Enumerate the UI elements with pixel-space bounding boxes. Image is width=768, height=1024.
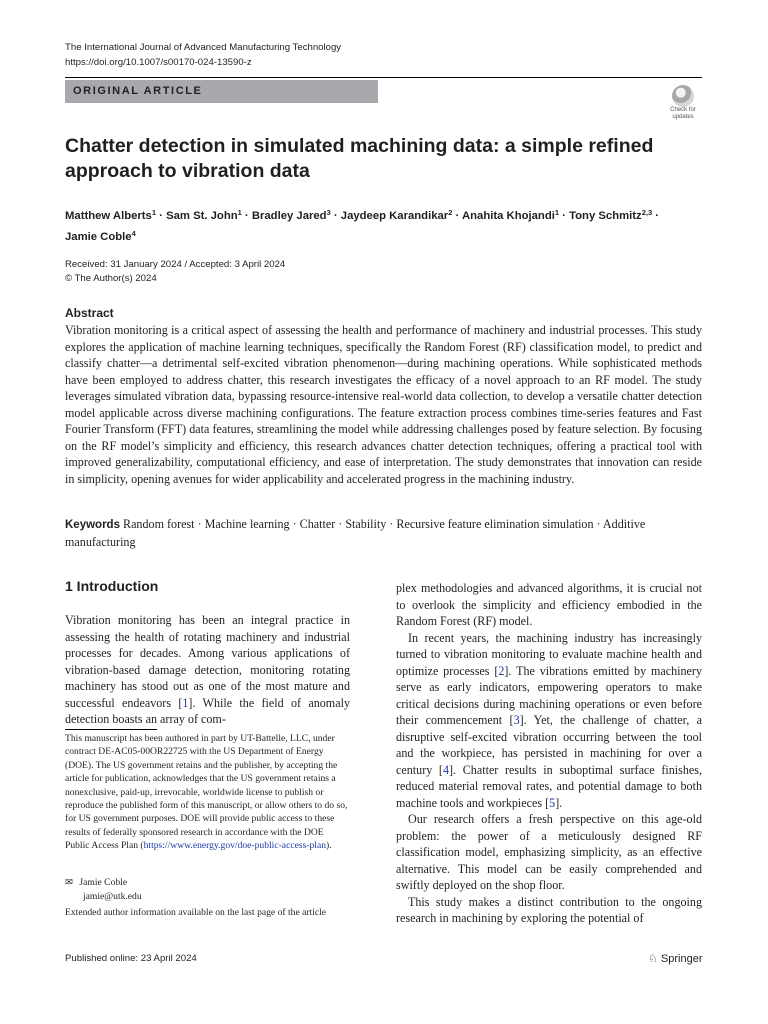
abstract-heading: Abstract — [65, 306, 114, 320]
citation-link[interactable]: 1 — [182, 695, 189, 710]
keywords — [65, 516, 702, 550]
author-name[interactable]: Bradley Jared — [251, 210, 327, 222]
publisher-logo — [648, 952, 703, 965]
keywords-label: Keywords — [65, 519, 120, 531]
received-accepted: Received: 31 January 2024 / Accepted: 3 April 2024 — [65, 259, 286, 270]
published-date: Published online: 23 April 2024 — [65, 953, 197, 964]
author-name[interactable]: Sam St. John — [166, 210, 238, 222]
copyright: © The Author(s) 2024 — [65, 273, 157, 284]
header-rule — [65, 77, 702, 78]
check-for-updates-badge[interactable] — [664, 84, 702, 124]
citation-link[interactable]: 2 — [498, 663, 505, 678]
author-affiliation: 2,3 — [641, 208, 653, 217]
body-paragraph: Our research offers a fresh perspective on this age-old problem: the power of a meticulously designed RF classification model, emphasizing simplicity, as an effective alternative. This model can be easily comprehended and swiftly deployed on the shop floor. — [396, 812, 702, 892]
right-column — [396, 580, 702, 927]
citation-link[interactable]: 3 — [513, 713, 520, 727]
citation-link[interactable]: 4 — [442, 762, 450, 777]
keywords-list: Random forest · Machine learning · Chatter · Stability · Recursive feature elimination simulation · Additive manufacturing — [65, 517, 646, 549]
author-list: Matthew Alberts$^1$ · Sam St. John$^1$ · Bradley Jared$^3$ · Jaydeep Karandikar$^2$ · Anahita Khojandi$^1$ · Tony Schmitz$^{2,3}$ · Jamie Coble$^4$ — [65, 208, 660, 243]
body-paragraph: Vibration monitoring has been an integral practice in assessing the health of rotating machinery and industrial processes for decades. Among various applications of vibration-based damage detection, monitoring rotating machinery has stood out as one of the most mature and successful endeavors [1]. While the field of anomaly detection boasts an array of com- — [65, 613, 350, 726]
body-paragraph: plex methodologies and advanced algorithms, it is crucial not to overlook the simplicity and efficiency embodied in the Random Forest (RF) model. — [396, 581, 702, 628]
abstract-text: Vibration monitoring is a critical aspect of assessing the health and performance of machinery and industrial processes. This study explores the application of machine learning techniques, specifically the Random Forest (RF) classification model, to predict and classify chatter—a detrimental self-excited vibration phenomenon—during machining operations. While sophisticated methods have been employed to address chatter, this research investigates the efficacy of a novel approach to an RF model. The study leverages simulated vibration data, bypassing resource-intensive real-world data collection, to develop a versatile chatter detection model applicable across diverse machining configurations. The feature extraction process combines time-series features and Fast Fourier Transform (FFT) data features, streamlining the model while addressing challenges posed by feature selection. By focusing on the RF model’s simplicity and efficiency, this research advances chatter detection techniques, offering a practical tool with improved generalizability, computational efficiency, and ease of interpretation. The study demonstrates that innovation can reside in simplicity, opening avenues for wider applicability and accelerated progress in the machining industry. — [65, 323, 702, 486]
badge-text-2: updates — [672, 114, 694, 120]
section-heading: 1 Introduction — [65, 578, 159, 594]
author-affiliation: 1 — [151, 208, 157, 217]
contact-email[interactable]: jamie@utk.edu — [83, 890, 142, 902]
springer-horse-icon: ♘ — [648, 953, 658, 965]
article-dates — [65, 258, 285, 286]
citation-link[interactable]: 5 — [549, 795, 556, 810]
footnote-link[interactable]: https://www.energy.gov/doe-public-access-plan — [143, 840, 327, 852]
journal-name: The International Journal of Advanced Manufacturing Technology — [65, 42, 342, 53]
author-affiliation: 3 — [326, 208, 331, 217]
paper-title: Chatter detection in simulated machining data: a simple refined approach to vibration data — [65, 135, 654, 182]
contact-name: Jamie Coble — [79, 877, 128, 888]
article-type-banner: ORIGINAL ARTICLE — [65, 80, 378, 103]
publisher-name: Springer — [660, 953, 703, 965]
author-affiliation: 1 — [237, 208, 242, 217]
extended-author-info: Extended author information available on the last page of the article — [65, 907, 327, 918]
correspondence — [65, 876, 142, 903]
badge-text-1: Check for — [670, 107, 696, 113]
author-name[interactable]: Anahita Khojandi — [461, 210, 555, 222]
check-for-updates-icon — [672, 85, 694, 107]
envelope-icon: ✉ — [65, 877, 74, 888]
footnote-rule — [65, 729, 157, 730]
footnote: This manuscript has been authored in part by UT-Battelle, LLC, under contract DE-AC05-00OR22725 with the US Department of Energy (DOE). The US government retains and the publisher, by accepting the article for publication, acknowledges that the US government retains a nonexclusive, paid-up, irrevocable, worldwide license to publish or reproduce the published form of this manuscript, or allow others to do so, for US government purposes. DOE will provide public access to these results of federally sponsored research in accordance with the DOE Public Access Plan (https://www.energy.gov/doe-public-access-plan). — [65, 733, 348, 852]
body-paragraph: This study makes a distinct contribution to the ongoing research in machining by exploring the potential of — [396, 894, 702, 925]
author-affiliation: 2 — [448, 208, 453, 217]
author-name[interactable]: Jamie Coble — [65, 231, 132, 243]
author-name[interactable]: Jaydeep Karandikar — [340, 210, 449, 222]
journal-header — [65, 40, 341, 70]
body-paragraph: In recent years, the machining industry has increasingly turned to vibration monitoring to evaluate machine health and optimize processes [2]. The vibrations emitted by machinery serve as early indicators, empowering operators to make critical decisions during machining operations or even before their commencement [3]. Yet, the challenge of chatter, a disruptive self-excited vibration occurring between the tool and the workpiece, has persisted in machining for over a century [4]. Chatter results in suboptimal surface finishes, reduced material removal rates, and potential damage to both machine tools and workpieces [5]. — [396, 630, 702, 810]
author-affiliation: 1 — [554, 208, 560, 217]
author-name[interactable]: Tony Schmitz — [569, 210, 642, 222]
left-column — [65, 612, 350, 728]
author-affiliation: 4 — [131, 229, 136, 238]
doi-link[interactable]: https://doi.org/10.1007/s00170-024-13590-z — [65, 57, 252, 68]
author-name[interactable]: Matthew Alberts — [65, 210, 152, 222]
